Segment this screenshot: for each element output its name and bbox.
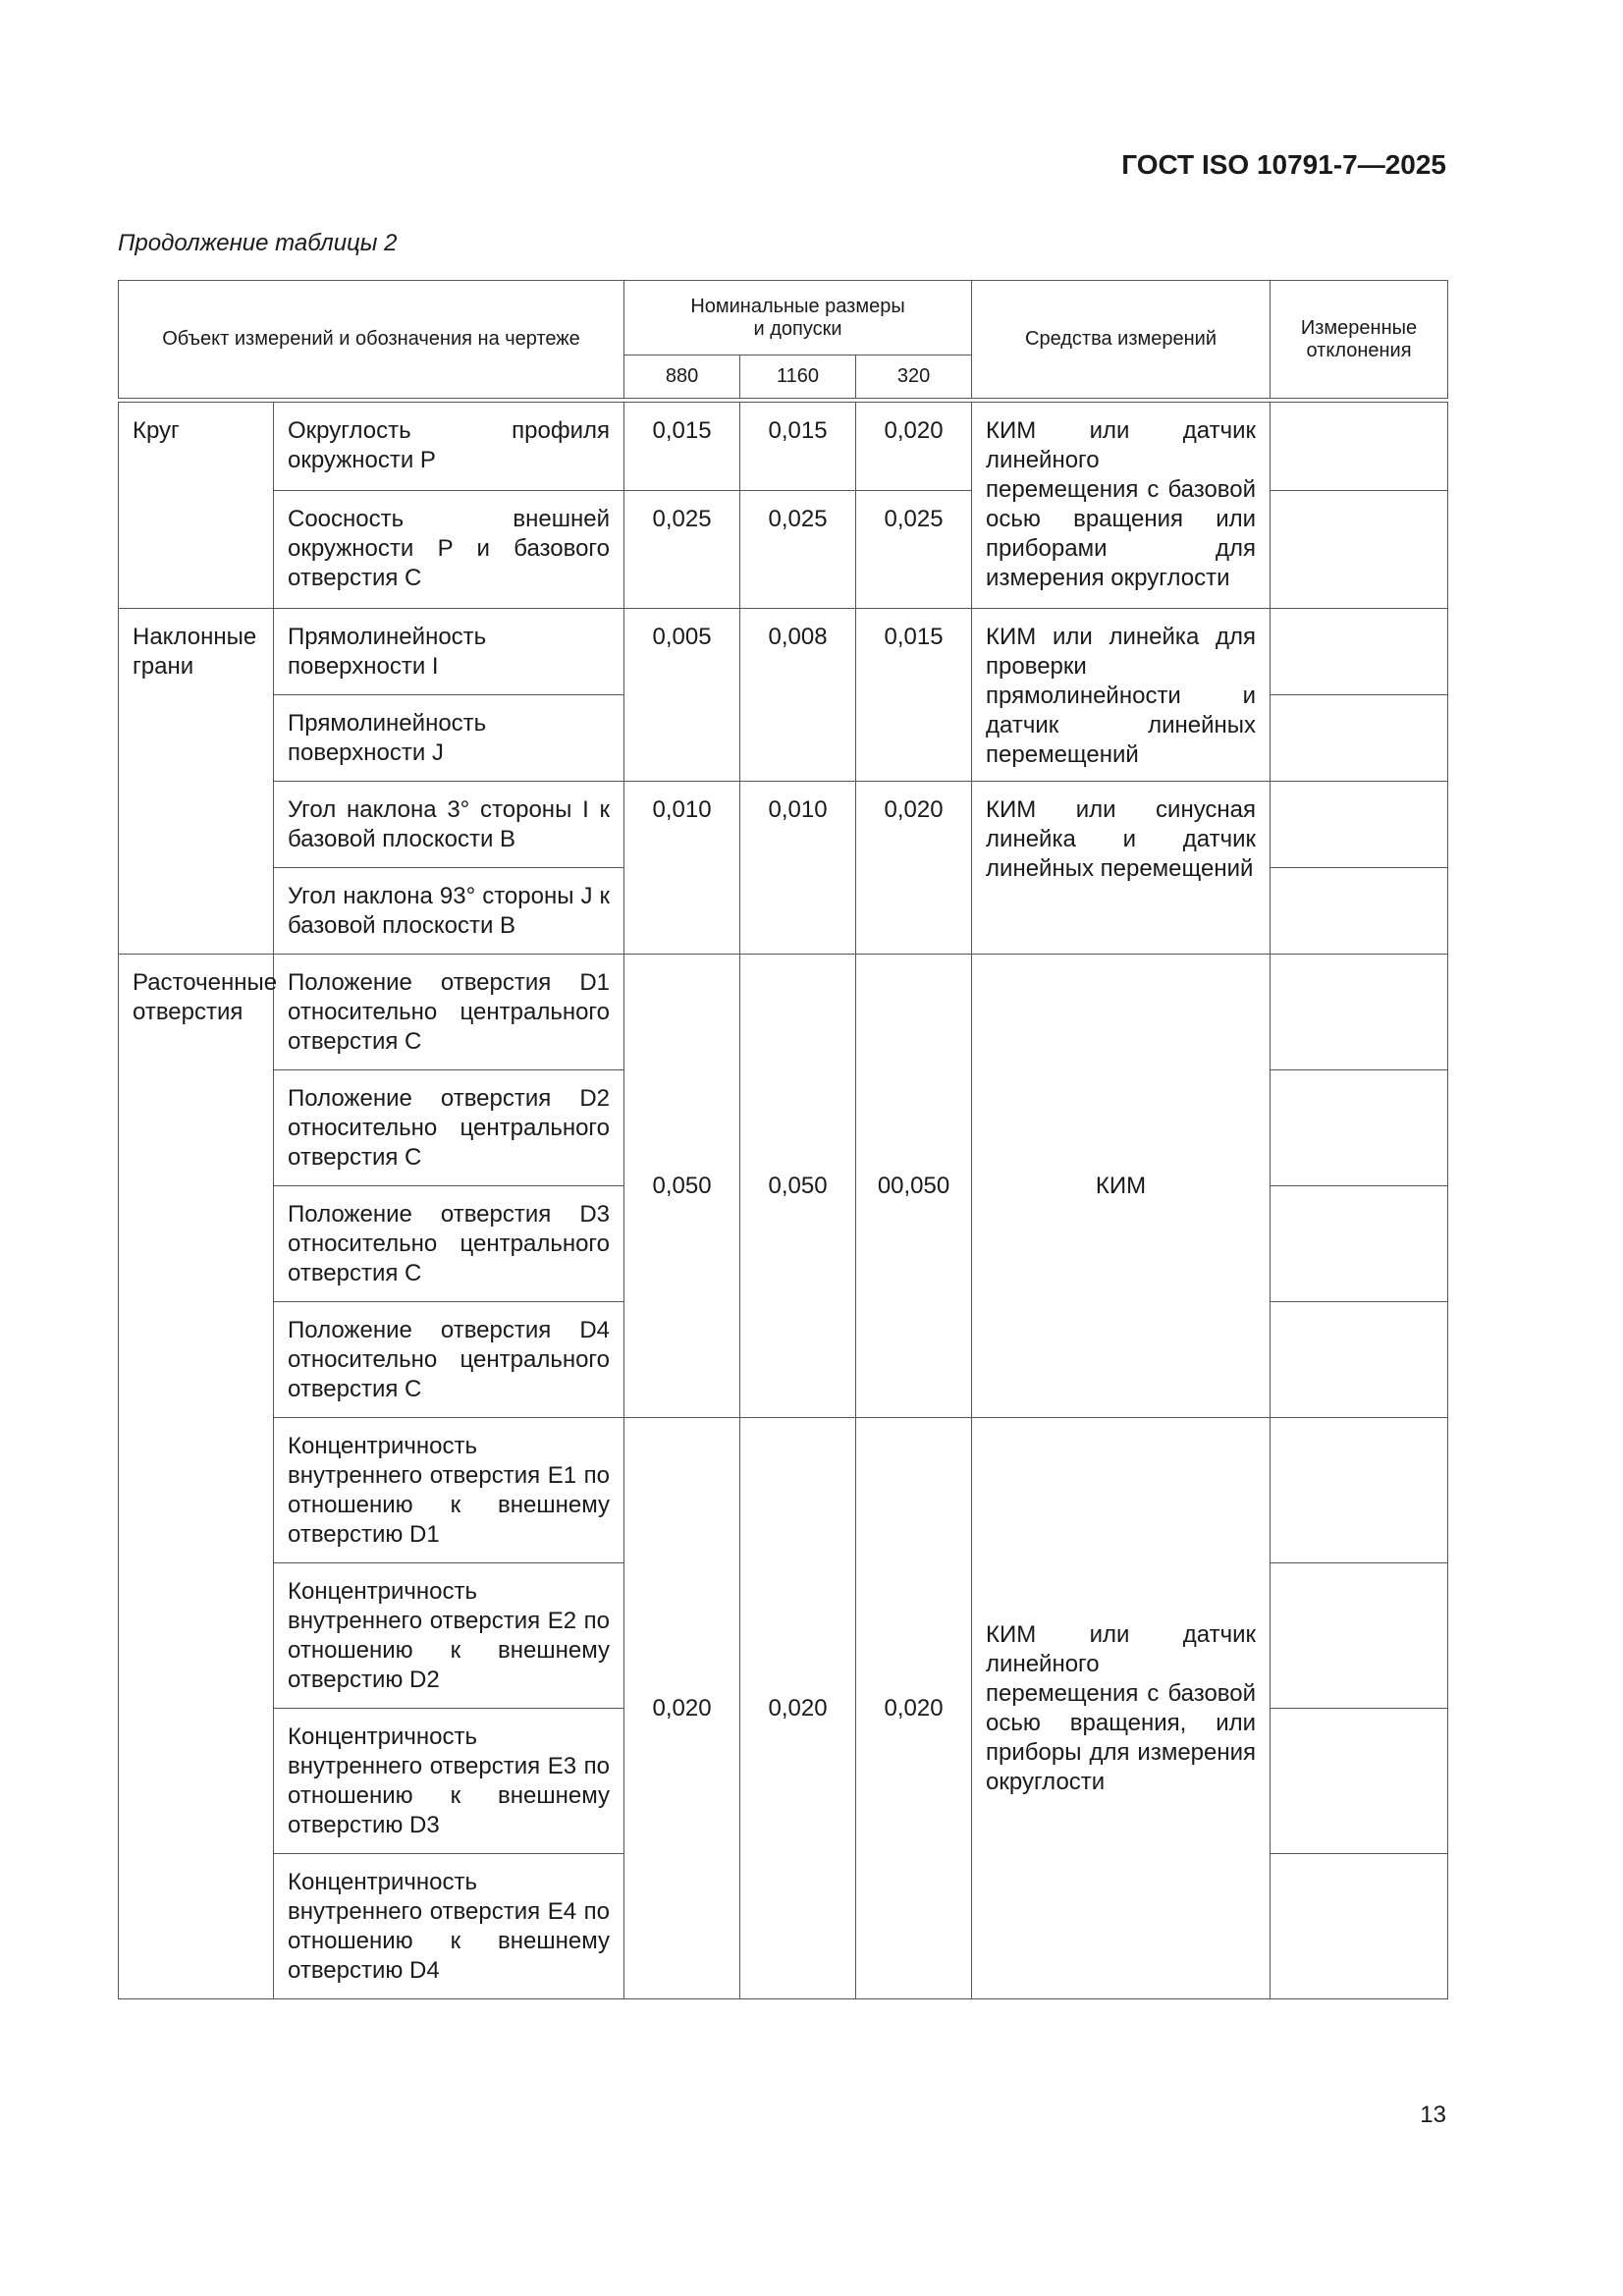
tolerance-table	[118, 280, 1448, 1999]
table-row	[119, 782, 1448, 868]
group-label: Круг	[119, 403, 274, 609]
object-cell: Положение отверстия D3 относительно центрального отверстия C	[274, 1186, 624, 1302]
value-320: 0,020	[856, 1418, 972, 1999]
page-number: 13	[1420, 2102, 1446, 2128]
object-cell: Концентричность внутреннего отверстия E2 по отношению к внешнему отверстию D2	[274, 1563, 624, 1709]
value-880: 0,005	[624, 609, 740, 782]
group-label: Наклонные грани	[119, 609, 274, 955]
group-label: Расточенные отверстия	[119, 955, 274, 1999]
table-row	[119, 609, 1448, 695]
tools-cell: КИМ или синусная линейка и датчик линейных перемещений	[972, 782, 1271, 955]
tools-cell: КИМ или датчик линейного перемещения с базовой осью вращения или приборами для измерения округлости	[972, 403, 1271, 609]
value-880: 0,050	[624, 955, 740, 1418]
header-1160: 1160	[740, 355, 856, 399]
table-row	[119, 955, 1448, 1070]
object-cell: Положение отверстия D2 относительно центрального отверстия C	[274, 1070, 624, 1186]
object-cell: Положение отверстия D1 относительно центрального отверстия C	[274, 955, 624, 1070]
object-cell: Концентричность внутреннего отверстия E3 по отношению к внешнему отверстию D3	[274, 1709, 624, 1854]
header-nominal: Номинальные размеры и допуски	[624, 281, 972, 355]
object-cell: Концентричность внутреннего отверстия E1 по отношению к внешнему отверстию D1	[274, 1418, 624, 1563]
tools-cell: КИМ	[972, 955, 1271, 1418]
object-cell: Округлость профиля окружности P	[274, 403, 624, 491]
deviation-cell[interactable]	[1271, 955, 1448, 1070]
deviation-cell[interactable]	[1271, 1070, 1448, 1186]
header-320: 320	[856, 355, 972, 399]
deviation-cell[interactable]	[1271, 491, 1448, 609]
deviation-cell[interactable]	[1271, 1186, 1448, 1302]
header-object: Объект измерений и обозначения на чертеже	[119, 281, 624, 399]
value-320: 00,050	[856, 955, 972, 1418]
value-1160: 0,050	[740, 955, 856, 1418]
deviation-cell[interactable]	[1271, 1418, 1448, 1563]
table-row	[119, 403, 1448, 491]
value-1160: 0,010	[740, 782, 856, 955]
tools-cell: КИМ или линейка для проверки прямолинейности и датчик линейных перемещений	[972, 609, 1271, 782]
value-320: 0,020	[856, 782, 972, 955]
deviation-cell[interactable]	[1271, 782, 1448, 868]
value-880: 0,015	[624, 403, 740, 491]
object-cell: Положение отверстия D4 относительно центрального отверстия C	[274, 1302, 624, 1418]
value-1160: 0,008	[740, 609, 856, 782]
deviation-cell[interactable]	[1271, 1854, 1448, 1999]
value-880: 0,010	[624, 782, 740, 955]
object-cell: Прямолинейность поверхности I	[274, 609, 624, 695]
value-1160: 0,020	[740, 1418, 856, 1999]
deviation-cell[interactable]	[1271, 1709, 1448, 1854]
object-cell: Концентричность внутреннего отверстия E4 по отношению к внешнему отверстию D4	[274, 1854, 624, 1999]
object-cell: Угол наклона 3° стороны I к базовой плоскости B	[274, 782, 624, 868]
object-cell: Прямолинейность поверхности J	[274, 695, 624, 782]
header-tools: Средства измерений	[972, 281, 1271, 399]
deviation-cell[interactable]	[1271, 695, 1448, 782]
header-880: 880	[624, 355, 740, 399]
deviation-cell[interactable]	[1271, 403, 1448, 491]
deviation-cell[interactable]	[1271, 609, 1448, 695]
value-320: 0,015	[856, 609, 972, 782]
tools-cell: КИМ или датчик линейного перемещения с базовой осью вращения, или приборы для измерения округлости	[972, 1418, 1271, 1999]
value-320: 0,025	[856, 491, 972, 609]
document-code: ГОСТ ISO 10791-7—2025	[1121, 149, 1446, 180]
value-880: 0,025	[624, 491, 740, 609]
value-1160: 0,015	[740, 403, 856, 491]
table-row	[119, 1418, 1448, 1563]
header-deviations: Измеренные отклонения	[1271, 281, 1448, 399]
object-cell: Угол наклона 93° стороны J к базовой плоскости B	[274, 868, 624, 955]
value-320: 0,020	[856, 403, 972, 491]
deviation-cell[interactable]	[1271, 868, 1448, 955]
object-cell: Соосность внешней окружности P и базового отверстия C	[274, 491, 624, 609]
value-880: 0,020	[624, 1418, 740, 1999]
value-1160: 0,025	[740, 491, 856, 609]
deviation-cell[interactable]	[1271, 1563, 1448, 1709]
table-caption: Продолжение таблицы 2	[118, 230, 398, 256]
deviation-cell[interactable]	[1271, 1302, 1448, 1418]
